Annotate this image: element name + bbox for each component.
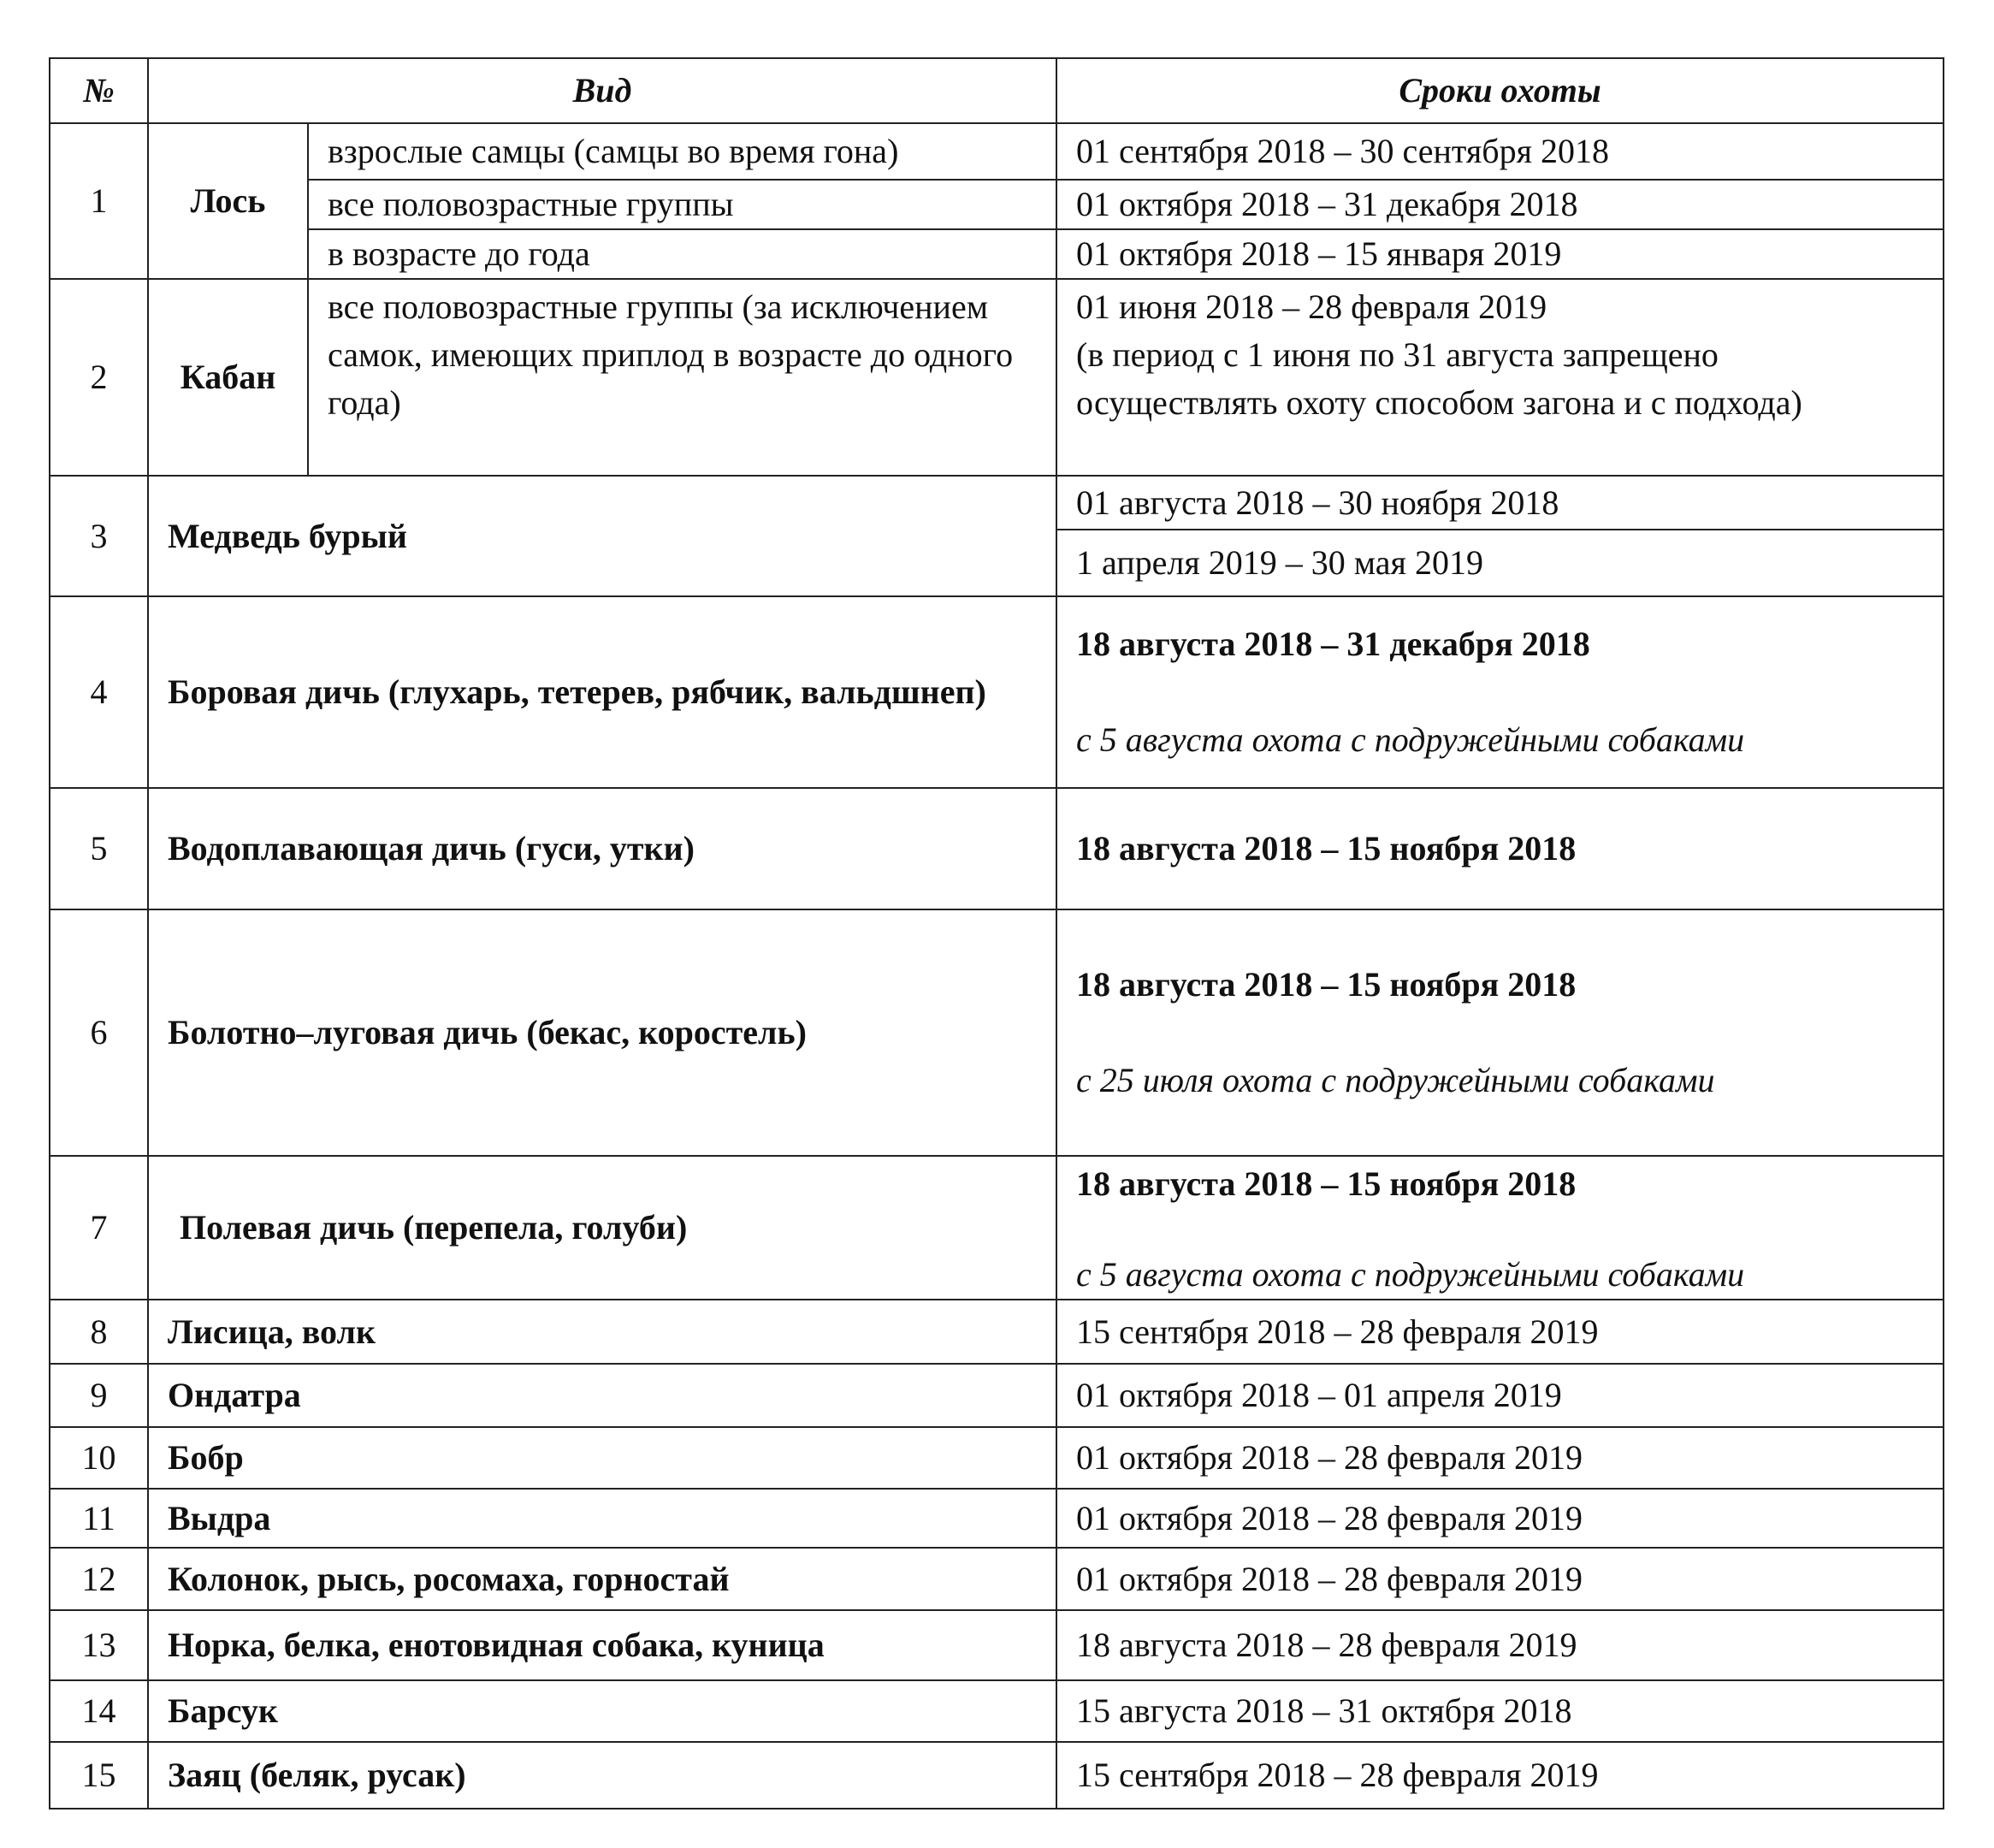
species-name: Колонок, рысь, росомаха, горностай [148, 1548, 1056, 1610]
row-number: 4 [50, 596, 148, 788]
header-num: № [50, 58, 148, 123]
species-name: Медведь бурый [148, 476, 1056, 596]
row-number: 12 [50, 1548, 148, 1610]
species-name: Полевая дичь (перепела, голуби) [148, 1156, 1056, 1300]
species-name: Водоплавающая дичь (гуси, утки) [148, 788, 1056, 909]
row-number: 7 [50, 1156, 148, 1300]
table-row [50, 1680, 1944, 1742]
species-name: Боровая дичь (глухарь, тетерев, рябчик, вальдшнеп) [148, 596, 1056, 788]
row-number: 5 [50, 788, 148, 909]
table-row [50, 1300, 1944, 1364]
header-species: Вид [148, 58, 1056, 123]
table-row [50, 229, 1944, 279]
period-cell [1056, 279, 1944, 476]
period-cell [1056, 596, 1944, 788]
period: 01 октября 2018 – 31 декабря 2018 [1056, 180, 1944, 229]
species-name: Ондатра [148, 1364, 1056, 1427]
period: 15 августа 2018 – 31 октября 2018 [1056, 1680, 1944, 1742]
period-note: с 25 июля охота с подружейными собаками [1076, 1061, 1715, 1099]
table-row [50, 1610, 1944, 1680]
period: 15 сентября 2018 – 28 февраля 2019 [1056, 1300, 1944, 1364]
period-note: с 5 августа охота с подружейными собаками [1076, 720, 1745, 759]
species-name: Лось [148, 123, 308, 279]
row-number: 1 [50, 123, 148, 279]
row-number: 11 [50, 1489, 148, 1548]
period: 1 апреля 2019 – 30 мая 2019 [1056, 530, 1944, 596]
species-name: Заяц (беляк, русак) [148, 1742, 1056, 1809]
period: 18 августа 2018 – 15 ноября 2018 [1076, 965, 1577, 1004]
period: 01 октября 2018 – 28 февраля 2019 [1056, 1548, 1944, 1610]
row-number: 14 [50, 1680, 148, 1742]
group: в возрасте до года [308, 229, 1056, 279]
species-name: Выдра [148, 1489, 1056, 1548]
period: 18 августа 2018 – 28 февраля 2019 [1056, 1610, 1944, 1680]
table-row [50, 1742, 1944, 1809]
species-name: Болотно–луговая дичь (бекас, коростель) [148, 909, 1056, 1156]
group: взрослые самцы (самцы во время гона) [308, 123, 1056, 180]
period-note: с 5 августа охота с подружейными собаками [1076, 1255, 1745, 1294]
table-row [50, 279, 1944, 476]
group: все половозрастные группы (за исключением самок, имеющих приплод в возрасте до одного года) [308, 279, 1056, 476]
period: 01 октября 2018 – 01 апреля 2019 [1056, 1364, 1944, 1427]
period: 01 октября 2018 – 28 февраля 2019 [1056, 1489, 1944, 1548]
period-cell [1056, 909, 1944, 1156]
table-row [50, 180, 1944, 229]
species-name: Барсук [148, 1680, 1056, 1742]
table-row [50, 476, 1944, 530]
table-row [50, 1427, 1944, 1489]
species-name: Лисица, волк [148, 1300, 1056, 1364]
period: 18 августа 2018 – 15 ноября 2018 [1076, 1164, 1577, 1203]
table-row [50, 909, 1944, 1156]
table-row [50, 123, 1944, 180]
table-row [50, 1156, 1944, 1300]
period-cell [1056, 1156, 1944, 1300]
table-row [50, 1364, 1944, 1427]
period: 01 июня 2018 – 28 февраля 2019 [1076, 287, 1547, 326]
row-number: 2 [50, 279, 148, 476]
table-header [50, 58, 1944, 123]
species-name: Бобр [148, 1427, 1056, 1489]
period-note: (в период с 1 июня по 31 августа запрещено осуществлять охоту способом загона и с подхода) [1076, 335, 1802, 422]
row-number: 9 [50, 1364, 148, 1427]
row-number: 15 [50, 1742, 148, 1809]
hunting-seasons-table [49, 57, 1944, 1810]
period: 18 августа 2018 – 31 декабря 2018 [1076, 625, 1590, 663]
table-row [50, 596, 1944, 788]
species-name: Норка, белка, енотовидная собака, куница [148, 1610, 1056, 1680]
table-row [50, 1489, 1944, 1548]
row-number: 10 [50, 1427, 148, 1489]
row-number: 6 [50, 909, 148, 1156]
group: все половозрастные группы [308, 180, 1056, 229]
header-period: Сроки охоты [1056, 58, 1944, 123]
row-number: 13 [50, 1610, 148, 1680]
period: 01 октября 2018 – 28 февраля 2019 [1056, 1427, 1944, 1489]
period: 15 сентября 2018 – 28 февраля 2019 [1056, 1742, 1944, 1809]
period: 01 августа 2018 – 30 ноября 2018 [1056, 476, 1944, 530]
period: 18 августа 2018 – 15 ноября 2018 [1056, 788, 1944, 909]
species-name: Кабан [148, 279, 308, 476]
table-row [50, 1548, 1944, 1610]
row-number: 3 [50, 476, 148, 596]
period: 01 сентября 2018 – 30 сентября 2018 [1056, 123, 1944, 180]
table-row [50, 788, 1944, 909]
period: 01 октября 2018 – 15 января 2019 [1056, 229, 1944, 279]
row-number: 8 [50, 1300, 148, 1364]
